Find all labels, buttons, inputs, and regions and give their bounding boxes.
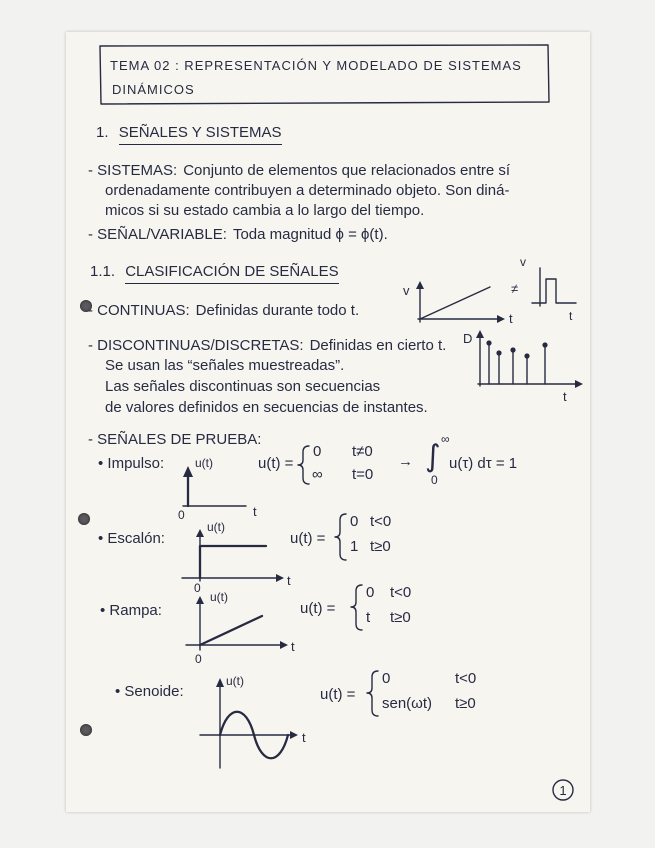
axis-label-x: t [291,639,295,654]
x-axis-arrowhead [280,641,288,649]
case-condition: t=0 [352,466,374,483]
axis-label-y: u(t) [210,590,228,604]
rampa-equation-lhs: u(t) = [300,600,336,617]
axis-label-y: v [403,283,410,298]
senoide-brace [367,671,378,716]
sample-dot [510,347,515,352]
definition-term: - DISCONTINUAS/DISCRETAS: [88,337,304,354]
case-value: 0 [366,584,375,601]
impulso-label: • Impulso: [98,455,165,472]
step-graph [182,520,291,595]
x-axis-arrowhead [575,380,583,388]
case-condition: t≥0 [390,609,411,626]
definition-term: - SEÑAL/VARIABLE: [88,226,227,243]
case-condition: t<0 [390,584,412,601]
text-line: Las señales discontinuas son secuencias [105,378,381,395]
section-title: SEÑALES Y SISTEMAS [119,124,282,145]
case-value: 1 [350,538,359,555]
axis-label-y: D [463,331,473,346]
case-value: ∞ [312,466,323,483]
axis-label-y: u(t) [207,520,225,534]
impulso-equation-lhs: u(t) = [258,455,294,472]
case-value: 0 [382,670,391,687]
sample-dot [496,350,501,355]
axis-label-x: t [509,311,513,326]
x-axis-arrowhead [497,315,505,323]
text-line: ordenadamente contribuyen a determinado objeto. Son diná- [105,182,510,199]
y-axis-arrowhead [196,529,204,537]
senoide-label: • Senoide: [115,683,184,700]
senoide-equation-lhs: u(t) = [320,686,356,703]
y-axis-arrowhead [216,678,224,687]
integral-symbol: ∫ [425,439,441,474]
rampa-brace [351,585,362,630]
page-title-line-2: DINÁMICOS [112,82,195,97]
x-axis-arrowhead [290,731,298,739]
definition-term: - CONTINUAS: [88,302,190,319]
case-value: 0 [350,513,359,530]
continuous-signal-graph [403,281,513,326]
sine-graph [200,674,306,768]
impulse-graph [178,456,257,522]
axis-label-x: t [287,573,291,588]
section-title: CLASIFICACIÓN DE SEÑALES [125,263,338,284]
definition-text: Conjunto de elementos que relacionados entre sí [183,162,511,179]
discrete-signal-graph [463,330,583,404]
origin-label: 0 [178,508,185,522]
case-condition: t≥0 [455,695,476,712]
implies-arrow: → [398,453,413,470]
integral-body: u(τ) dτ = 1 [449,455,518,472]
title-box [100,45,549,104]
section-number: 1.1. [90,263,116,280]
sample-dot [524,353,529,358]
not-equal-mark: ≠ [511,281,519,296]
axis-label-y: u(t) [226,674,244,688]
text-line: de valores definidos en secuencias de instantes. [105,399,428,416]
text-line: micos si su estado cambia a lo largo del tiempo. [105,202,425,219]
case-condition: t<0 [455,670,477,687]
integral-upper-limit: ∞ [441,432,450,446]
escalon-brace [335,514,346,560]
section-number: 1. [96,124,109,141]
ramp-graph [186,590,295,666]
y-axis-arrowhead [416,281,424,289]
definition-term: - SISTEMAS: [88,162,178,179]
rampa-label: • Rampa: [100,602,162,619]
text-line: Se usan las “señales muestreadas”. [105,357,345,374]
origin-label: 0 [194,581,201,595]
x-axis-arrowhead [276,574,284,582]
integral-lower-limit: 0 [431,473,438,487]
impulse-arrowhead [183,466,193,477]
axis-label-y: u(t) [195,456,213,470]
impulso-brace [298,446,309,484]
case-value: sen(ωt) [382,695,433,712]
signal-line [420,287,490,319]
step-line [200,546,266,578]
sample-dot [486,340,491,345]
case-value: 0 [313,443,322,460]
escalon-label: • Escalón: [98,530,165,547]
sample-dot [542,342,547,347]
case-condition: t<0 [370,513,392,530]
senales-prueba-heading: - SEÑALES DE PRUEBA: [88,431,262,448]
axis-label-x: t [563,389,567,404]
axis-label-x: t [253,504,257,519]
case-condition: t≥0 [370,538,391,555]
case-condition: t≠0 [352,443,373,460]
axis-label-x: t [569,309,573,323]
definition-text: Toda magnitud ϕ = ϕ(t). [232,226,388,243]
page-title-line-1: TEMA 02 : REPRESENTACIÓN Y MODELADO DE SISTEMAS [110,58,522,73]
y-axis-arrowhead [196,596,204,604]
definition-text: Definidas en cierto t. [309,337,447,354]
origin-label: 0 [195,652,202,666]
y-axis-arrowhead [476,330,484,338]
pulse-line [532,279,576,303]
axis-label-y: v [520,255,526,269]
definition-text: Definidas durante todo t. [195,302,360,319]
escalon-equation-lhs: u(t) = [290,530,326,547]
page-number: 1 [559,783,567,798]
ramp-line [200,616,262,645]
case-value: t [366,609,371,626]
pulse-sketch [511,255,576,323]
axis-label-x: t [302,730,306,745]
